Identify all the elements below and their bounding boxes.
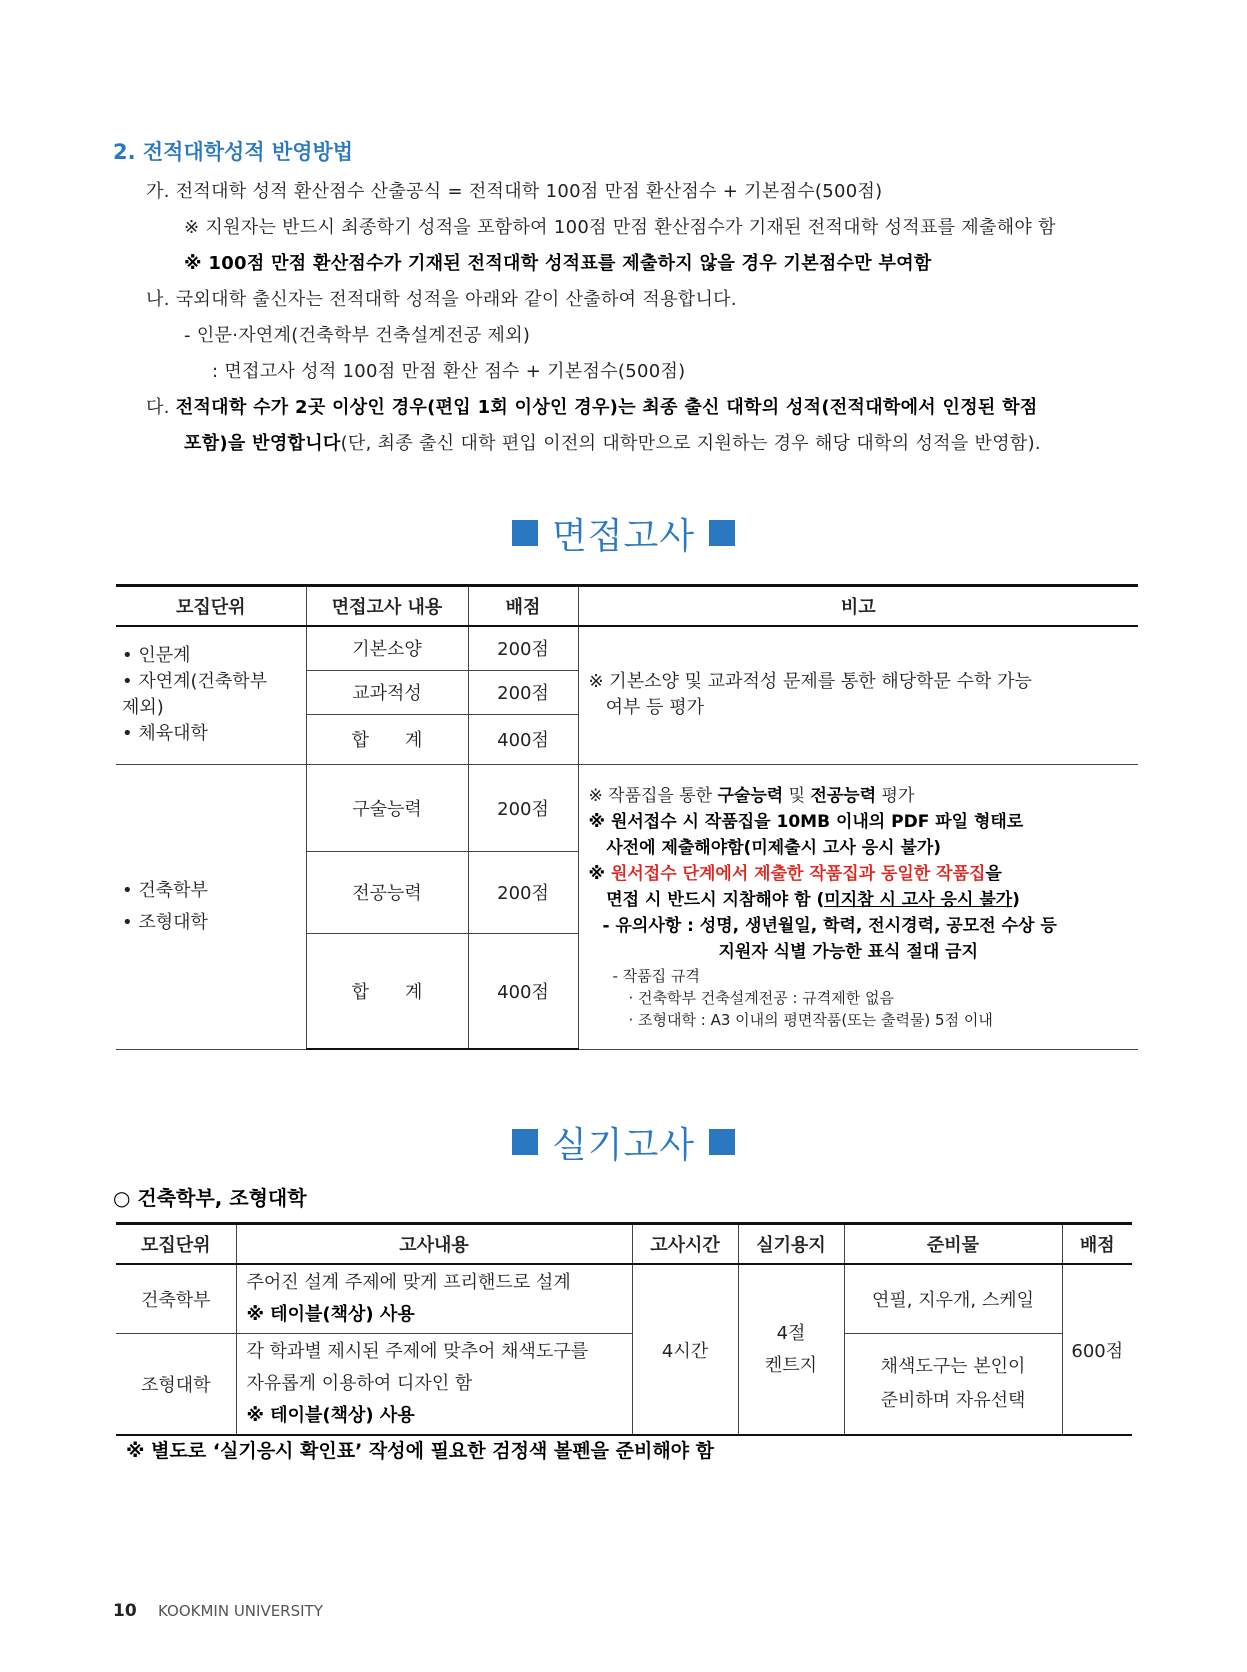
table-header-row — [116, 1224, 1132, 1265]
practical-footnote: ※ 별도로 ‘실기응시 확인표’ 작성에 필요한 검정색 볼펜을 준비해야 함 — [126, 1440, 714, 1462]
unit-item: • 자연계(건축학부 — [122, 671, 268, 693]
square-icon — [512, 1129, 538, 1155]
unit-item: 제외) — [122, 697, 164, 719]
supplies-text: 채색도구는 본인이 — [880, 1356, 1026, 1377]
header-cell: 실기용지 — [738, 1224, 844, 1265]
score-cell: 200점 — [468, 670, 578, 714]
formula-line: 가. 전적대학 성적 환산점수 산출공식 = 전적대학 100점 만점 환산점수 + 기본점수(500점) — [146, 181, 883, 202]
item-cell: 합 계 — [306, 933, 468, 1049]
footer-university: KOOKMIN UNIVERSITY — [158, 1602, 323, 1620]
sub-item: - 인문·자연계(건축학부 건축설계전공 제외) — [184, 325, 531, 346]
page-number: 10 — [113, 1601, 137, 1621]
score-cell: 200점 — [468, 851, 578, 933]
note-line: ※ 지원자는 반드시 최종학기 성적을 포함하여 100점 만점 환산점수가 기재된 전적대학 성적표를 제출해야 함 — [184, 217, 1056, 238]
square-icon — [709, 520, 735, 546]
square-icon — [709, 1129, 735, 1155]
item-cell: 구술능력 — [306, 764, 468, 851]
unit-item: • 조형대학 — [122, 911, 208, 933]
bold-text: 포함)을 반영합니다 — [184, 433, 341, 454]
formula-sub: : 면접고사 성적 100점 만점 환산 점수 + 기본점수(500점) — [212, 361, 686, 382]
unit-item: • 건축학부 — [122, 879, 208, 901]
header-cell: 고사내용 — [236, 1224, 632, 1265]
bold-text: 전적대학 수가 2곳 이상인 경우(편입 1회 이상인 경우)는 최종 출신 대학의 성적(전적대학에서 인정된 학점 — [175, 397, 1038, 418]
note-text: ※ 원서접수 시 작품집을 10MB 이내의 PDF 파일 형태로 — [588, 811, 1024, 832]
header-cell: 준비물 — [844, 1224, 1062, 1265]
table-row — [116, 1264, 1132, 1334]
paper-text: 4절 — [776, 1322, 806, 1344]
practical-table — [116, 1222, 1132, 1436]
item-cell: 기본소양 — [306, 626, 468, 670]
paper-cell — [738, 1264, 844, 1435]
table-row — [116, 1334, 1132, 1436]
content-text: 각 학과별 제시된 주제에 맞추어 채색도구를 — [246, 1341, 589, 1362]
table-header-row — [116, 586, 1138, 627]
practical-title-text: 실기고사 — [551, 1125, 696, 1166]
header-cell: 면접고사 내용 — [306, 586, 468, 627]
normal-text: (단, 최종 출신 대학 편입 이전의 대학만으로 지원하는 경우 해당 대학의 성적을 반영함). — [340, 433, 1041, 454]
note-text: - 유의사항 : 성명, 생년월일, 학력, 전시경력, 공모전 수상 등 — [602, 915, 1057, 936]
table-row — [116, 626, 1138, 670]
paper-text: 켄트지 — [764, 1354, 818, 1376]
note-text: 사전에 제출해야함(미제출시 고사 응시 불가) — [588, 837, 942, 858]
note-text: 지원자 식별 가능한 표식 절대 금지 — [718, 941, 978, 962]
content-text: 자유롭게 이용하여 디자인 함 — [246, 1373, 473, 1394]
unit-cell: 조형대학 — [116, 1334, 236, 1436]
note-cell — [578, 626, 1138, 764]
score-cell: 400점 — [468, 714, 578, 764]
score-cell: 200점 — [468, 764, 578, 851]
score-cell: 200점 — [468, 626, 578, 670]
unit-cell — [116, 764, 306, 1049]
supplies-cell — [844, 1334, 1062, 1436]
content-cell — [236, 1264, 632, 1334]
header-cell: 모집단위 — [116, 1224, 236, 1265]
content-cell — [236, 1334, 632, 1436]
note-text: 면접 시 반드시 지참해야 함 (미지참 시 고사 응시 불가) — [588, 889, 1020, 910]
content-text: 주어진 설계 주제에 맞게 프리핸드로 설계 — [246, 1272, 571, 1293]
item-cell: 전공능력 — [306, 851, 468, 933]
interview-title — [0, 508, 1247, 559]
note-text: ※ 원서접수 단계에서 제출한 작품집과 동일한 작품집을 — [588, 863, 1002, 884]
note-text: · 조형대학 : A3 이내의 평면작품(또는 출력물) 5점 이내 — [628, 1010, 993, 1029]
item-cell: 교과적성 — [306, 670, 468, 714]
note-cell — [578, 764, 1138, 1049]
content-text: ※ 테이블(책상) 사용 — [246, 1304, 415, 1325]
supplies-text: 준비하며 자유선택 — [880, 1390, 1026, 1411]
unit-item: • 인문계 — [122, 645, 191, 667]
content-text: ※ 테이블(책상) 사용 — [246, 1405, 415, 1426]
note-text: - 작품집 규격 — [612, 966, 700, 985]
note-text: ※ 작품집을 통한 구술능력 및 전공능력 평가 — [588, 785, 915, 806]
header-cell: 배점 — [468, 586, 578, 627]
note-text: ※ 기본소양 및 교과적성 문제를 통한 해당학문 수학 가능 — [588, 671, 1032, 693]
multiple-schools-line — [146, 393, 1038, 419]
practical-title — [0, 1117, 1247, 1168]
header-cell: 비고 — [578, 586, 1138, 627]
note-line-bold: ※ 100점 만점 환산점수가 기재된 전적대학 성적표를 제출하지 않을 경우 기본점수만 부여함 — [184, 253, 932, 274]
item-cell: 합 계 — [306, 714, 468, 764]
header-cell: 모집단위 — [116, 586, 306, 627]
list-label: 다. — [146, 397, 170, 418]
interview-title-text: 면접고사 — [551, 516, 696, 557]
note-text: · 건축학부 건축설계전공 : 규격제한 없음 — [628, 988, 895, 1007]
section-heading: 2. 전적대학성적 반영방법 — [113, 140, 354, 164]
multiple-schools-line-2 — [184, 429, 1041, 455]
interview-table — [116, 584, 1138, 1050]
unit-cell — [116, 626, 306, 764]
practical-subheading: ○ 건축학부, 조형대학 — [113, 1186, 307, 1210]
foreign-univ-line: 나. 국외대학 출신자는 전적대학 성적을 아래와 같이 산출하여 적용합니다. — [146, 289, 737, 310]
score-cell: 600점 — [1062, 1264, 1132, 1435]
square-icon — [512, 520, 538, 546]
score-cell: 400점 — [468, 933, 578, 1049]
unit-item: • 체육대학 — [122, 723, 208, 745]
unit-cell: 건축학부 — [116, 1264, 236, 1334]
table-row — [116, 764, 1138, 851]
supplies-cell: 연필, 지우개, 스케일 — [844, 1264, 1062, 1334]
header-cell: 배점 — [1062, 1224, 1132, 1265]
note-text: 여부 등 평가 — [588, 697, 705, 719]
header-cell: 고사시간 — [632, 1224, 738, 1265]
time-cell: 4시간 — [632, 1264, 738, 1435]
